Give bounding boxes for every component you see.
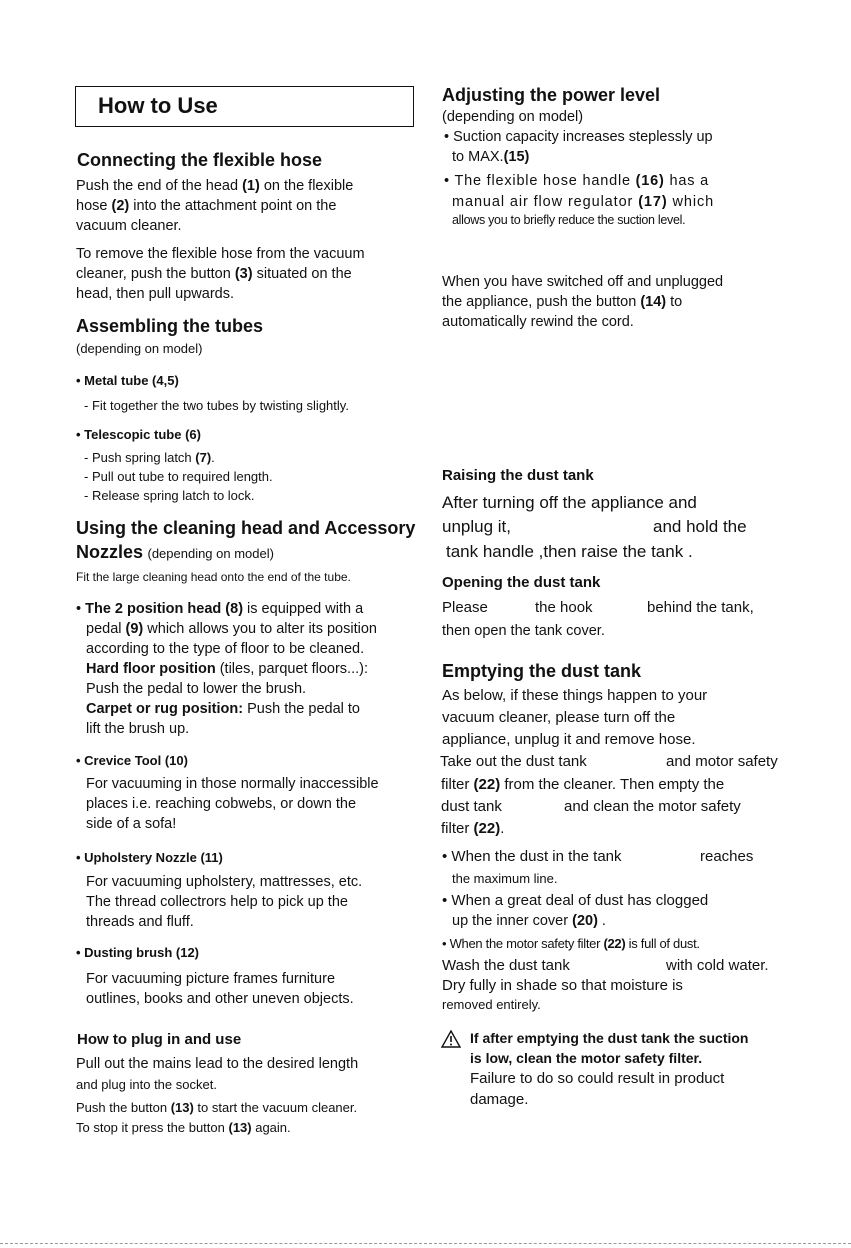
nozzles-heading-1: Using the cleaning head and Accessory (76, 518, 416, 538)
power-sub: (depending on model) (442, 109, 584, 125)
power-line-3: • The flexible hose handle (16) has a (444, 173, 709, 189)
head-line-1: • The 2 position head (8) is equipped with a (76, 601, 364, 617)
empty-line-3: appliance, unplug it and remove hose. (442, 731, 696, 748)
nozzles-heading-2-sub: (depending on model) (147, 546, 274, 561)
warning-line-3: Failure to do so could result in product (470, 1070, 725, 1087)
bullet-1c: the maximum line. (452, 871, 558, 886)
head-line-2: pedal (9) which allows you to alter its position (86, 621, 377, 637)
warning-line-2: is low, clean the motor safety filter. (470, 1050, 703, 1066)
warning-icon (441, 1030, 461, 1048)
raise-line-2a: unplug it, (442, 517, 511, 536)
tubes-heading: Assembling the tubes (76, 316, 264, 336)
upholstery-line-1: For vacuuming upholstery, mattresses, etc. (86, 874, 363, 890)
plug-line-1: Pull out the mains lead to the desired length (76, 1056, 359, 1072)
open-line-2: then open the tank cover. (442, 623, 605, 639)
bullet-3: • When the motor safety filter (22) is full of dust. (442, 936, 700, 951)
connect-p1-l2: hose (2) into the attachment point on the (76, 198, 337, 214)
empty-line-6a: dust tank (441, 798, 502, 815)
dusting-line-2: outlines, books and other uneven objects. (86, 991, 354, 1007)
bullet-1a: • When the dust in the tank (442, 848, 622, 865)
connect-p2-l1: To remove the flexible hose from the vacuum (76, 246, 365, 262)
upholstery-heading: • Upholstery Nozzle (11) (76, 850, 223, 865)
cord-line-3: automatically rewind the cord. (442, 314, 634, 330)
plug-line-3: Push the button (13) to start the vacuum cleaner. (76, 1100, 358, 1115)
crevice-heading: • Crevice Tool (10) (76, 753, 188, 768)
metal-tube: • Metal tube (4,5) (76, 373, 179, 388)
cord-line-1: When you have switched off and unplugged (442, 274, 724, 290)
plug-heading: How to plug in and use (77, 1031, 242, 1048)
connect-p1-l3: vacuum cleaner. (76, 218, 182, 234)
warning-line-1: If after emptying the dust tank the suction (470, 1030, 749, 1046)
tubes-sub: (depending on model) (76, 341, 203, 356)
open-line-1b: the hook (535, 599, 593, 616)
cord-line-2: the appliance, push the button (14) to (442, 294, 683, 310)
connect-p1-l1: Push the end of the head (1) on the flexible (76, 178, 354, 194)
plug-line-4: To stop it press the button (13) again. (76, 1120, 291, 1135)
open-heading: Opening the dust tank (442, 574, 601, 591)
connect-p2-l3: head, then pull upwards. (76, 286, 234, 302)
power-line-4: manual air flow regulator (17) which (452, 194, 715, 210)
open-line-1a: Please (442, 599, 488, 616)
empty-line-4a: Take out the dust tank (440, 753, 587, 770)
telescopic-tube: • Telescopic tube (6) (76, 427, 201, 442)
empty-line-1: As below, if these things happen to your (442, 687, 708, 704)
nozzles-heading-2: Nozzles (76, 542, 144, 562)
bullet-2b: up the inner cover (20) . (452, 913, 606, 929)
empty-line-7: filter (22). (441, 820, 505, 837)
crevice-line-2: places i.e. reaching cobwebs, or down the (86, 796, 357, 812)
dusting-line-1: For vacuuming picture frames furniture (86, 971, 336, 987)
connect-p2-l2: cleaner, push the button (3) situated on the (76, 266, 352, 282)
bullet-2a: • When a great deal of dust has clogged (442, 892, 709, 909)
head-line-5: Push the pedal to lower the brush. (86, 681, 307, 697)
empty-line-4b: and motor safety (666, 753, 778, 770)
wash-line-1a: Wash the dust tank (442, 957, 570, 974)
empty-heading: Emptying the dust tank (442, 661, 642, 681)
nozzles-intro: Fit the large cleaning head onto the end of the tube. (76, 570, 351, 584)
crevice-line-3: side of a sofa! (86, 816, 177, 832)
power-line-1: • Suction capacity increases steplessly up (444, 129, 713, 145)
power-heading: Adjusting the power level (442, 85, 661, 105)
title-box (75, 86, 414, 127)
tele-step-2: - Pull out tube to required length. (84, 469, 273, 484)
wash-line-2: Dry fully in shade so that moisture is (442, 977, 683, 994)
open-line-1c: behind the tank, (647, 599, 754, 616)
tele-step-3: - Release spring latch to lock. (84, 488, 255, 503)
wash-line-1b: with cold water. (666, 957, 769, 974)
head-line-3: according to the type of floor to be cleaned. (86, 641, 365, 657)
upholstery-line-2: The thread collectrors help to pick up the (86, 894, 348, 910)
crevice-line-1: For vacuuming in those normally inaccessible (86, 776, 379, 792)
wash-line-3: removed entirely. (442, 997, 541, 1012)
warning-line-4: damage. (470, 1091, 529, 1108)
raise-heading: Raising the dust tank (442, 467, 594, 484)
bullet-1b: reaches (700, 848, 754, 865)
plug-line-2: and plug into the socket. (76, 1077, 217, 1092)
connect-heading: Connecting the flexible hose (77, 150, 323, 170)
nozzles-heading-2-wrap (76, 542, 274, 563)
raise-line-3: tank handle ,then raise the tank . (446, 542, 693, 561)
bottom-rule (0, 1243, 851, 1244)
raise-line-2b: and hold the (653, 517, 747, 536)
empty-line-2: vacuum cleaner, please turn off the (442, 709, 676, 726)
head-line-7: lift the brush up. (86, 721, 190, 737)
empty-line-5: filter (22) from the cleaner. Then empty the (441, 776, 725, 793)
tele-step-1: - Push spring latch (7). (84, 450, 215, 465)
upholstery-line-3: threads and fluff. (86, 914, 194, 930)
dusting-heading: • Dusting brush (12) (76, 945, 200, 960)
head-line-4: Hard floor position (tiles, parquet floors...): (86, 661, 368, 677)
power-line-2: to MAX.(15) (452, 149, 530, 165)
raise-line-1: After turning off the appliance and (442, 493, 697, 512)
metal-step: - Fit together the two tubes by twisting slightly. (84, 398, 349, 413)
power-line-5: allows you to briefly reduce the suction level. (452, 213, 686, 227)
empty-line-6b: and clean the motor safety (564, 798, 741, 815)
head-line-6: Carpet or rug position: Push the pedal to (86, 701, 360, 717)
page-title: How to Use (98, 93, 218, 118)
